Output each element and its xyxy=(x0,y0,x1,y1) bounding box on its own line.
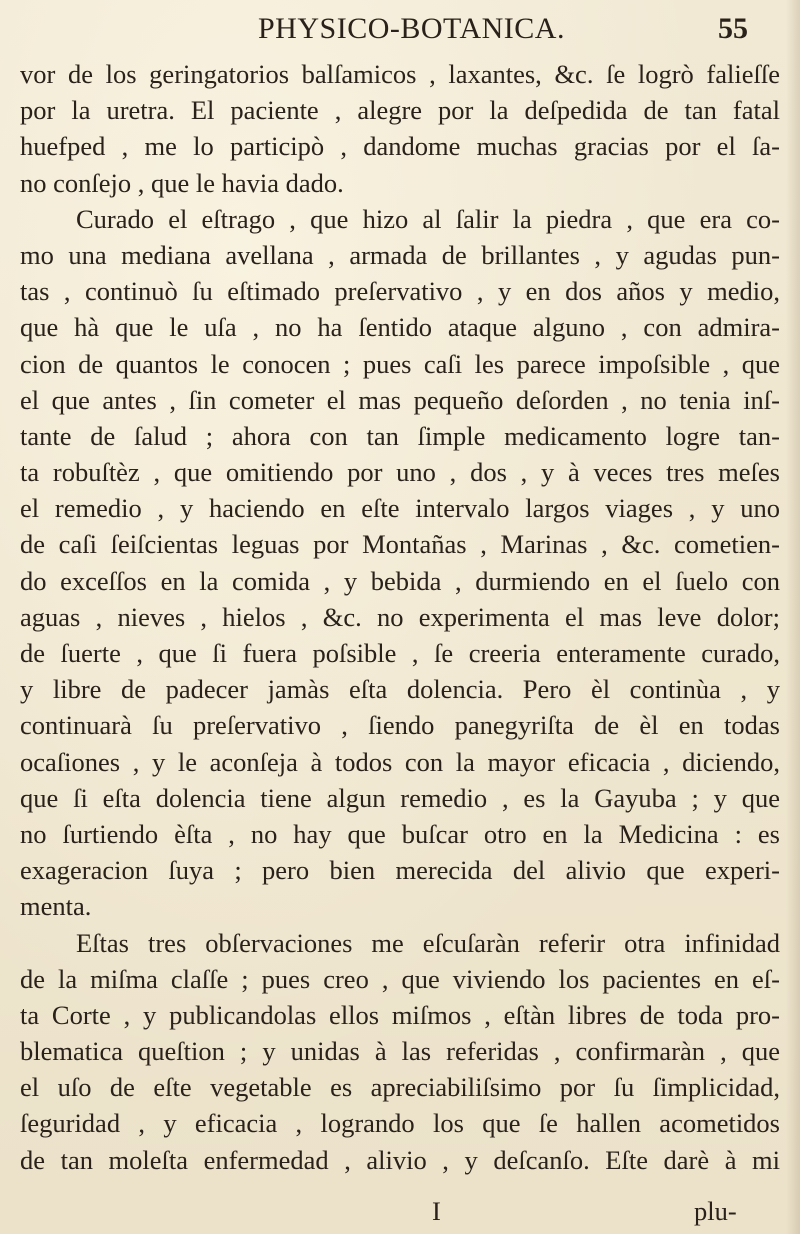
text-line: de la miſma claſſe ; pues creo , que viviendo los pacientes en eſ- xyxy=(20,963,780,994)
text-line: continuarà ſu preſervativo , ſiendo panegyriſta de èl en todas xyxy=(20,710,780,741)
running-title: PHYSICO-BOTANICA. xyxy=(258,12,565,45)
text-line: huefped , me lo participò , dandome muchas gracias por el ſa- xyxy=(20,131,780,162)
text-line: el uſo de eſte vegetable es apreciabiliſsimo por ſu ſimplicidad, xyxy=(20,1072,780,1103)
text-line: tas , continuò ſu eſtimado preſervativo , y en dos años y medio, xyxy=(20,276,780,307)
text-line: Eſtas tres obſervaciones me eſcuſaràn referir otra infinidad xyxy=(76,927,780,958)
text-line: de ſuerte , que ſi fuera poſsible , ſe creeria enteramente curado, xyxy=(20,638,780,668)
text-line: do exceſſos en la comida , y bebida , durmiendo en el ſuelo con xyxy=(20,565,780,596)
signature-mark: I xyxy=(432,1196,441,1226)
running-head xyxy=(0,12,800,52)
text-line: cion de quantos le conocen ; pues caſi les parece impoſsible , que xyxy=(20,348,780,379)
text-line: el remedio , y haciendo en eſte intervalo largos viages , y uno xyxy=(20,493,780,524)
text-line: y libre de padecer jamàs eſta dolencia. Pero èl continùa , y xyxy=(20,674,780,705)
text-line: aguas , nieves , hielos , &c. no experimenta el mas leve dolor; xyxy=(20,601,780,632)
text-line: blematica queſtion ; y unidas à las referidas , confirmaràn , que xyxy=(20,1036,780,1067)
text-line: no conſejo , que le havia dado. xyxy=(20,167,344,198)
text-line: mo una mediana avellana , armada de brillantes , y agudas pun- xyxy=(20,239,780,270)
text-line: de caſi ſeiſcientas leguas por Montañas , Marinas , &c. cometien- xyxy=(20,529,780,560)
text-line: ta robuſtèz , que omitiendo por uno , dos , y à veces tres meſes xyxy=(20,457,780,488)
text-line: menta. xyxy=(20,891,92,922)
text-line: exageracion ſuya ; pero bien merecida del alivio que experi- xyxy=(20,855,780,886)
text-line: que ſi eſta dolencia tiene algun remedio , es la Gayuba ; y que xyxy=(20,782,780,813)
body-text xyxy=(20,56,780,1178)
text-line: de tan moleſta enfermedad , alivio , y deſcanſo. Eſte darè à mi xyxy=(20,1144,780,1175)
page-number: 55 xyxy=(718,12,748,45)
text-line: que hà que le uſa , no ha ſentido ataque alguno , con admira- xyxy=(20,312,780,343)
page-footer xyxy=(0,1196,800,1232)
catchword: plu- xyxy=(694,1196,737,1226)
text-line: ocaſiones , y le aconſeja à todos con la mayor eficacia , diciendo, xyxy=(20,746,780,777)
text-line: vor de los geringatorios balſamicos , laxantes, &c. ſe logrò falieſſe xyxy=(20,59,780,89)
text-line: el que antes , ſin cometer el mas pequeño deſorden , no tenia inſ- xyxy=(20,384,780,415)
text-line: tante de ſalud ; ahora con tan ſimple medicamento logre tan- xyxy=(20,420,780,451)
text-line: por la uretra. El paciente , alegre por la deſpedida de tan fatal xyxy=(20,95,780,126)
text-line: Curado el eſtrago , que hizo al ſalir la piedra , que era co- xyxy=(76,203,780,234)
text-line: ſeguridad , y eficacia , logrando los que ſe hallen acometidos xyxy=(20,1108,780,1139)
text-line: no ſurtiendo èſta , no hay que buſcar otro en la Medicina : es xyxy=(20,818,780,849)
text-line: ta Corte , y publicandolas ellos miſmos , eſtàn libres de toda pro- xyxy=(20,999,780,1030)
page-edge-shadow xyxy=(786,0,800,1234)
